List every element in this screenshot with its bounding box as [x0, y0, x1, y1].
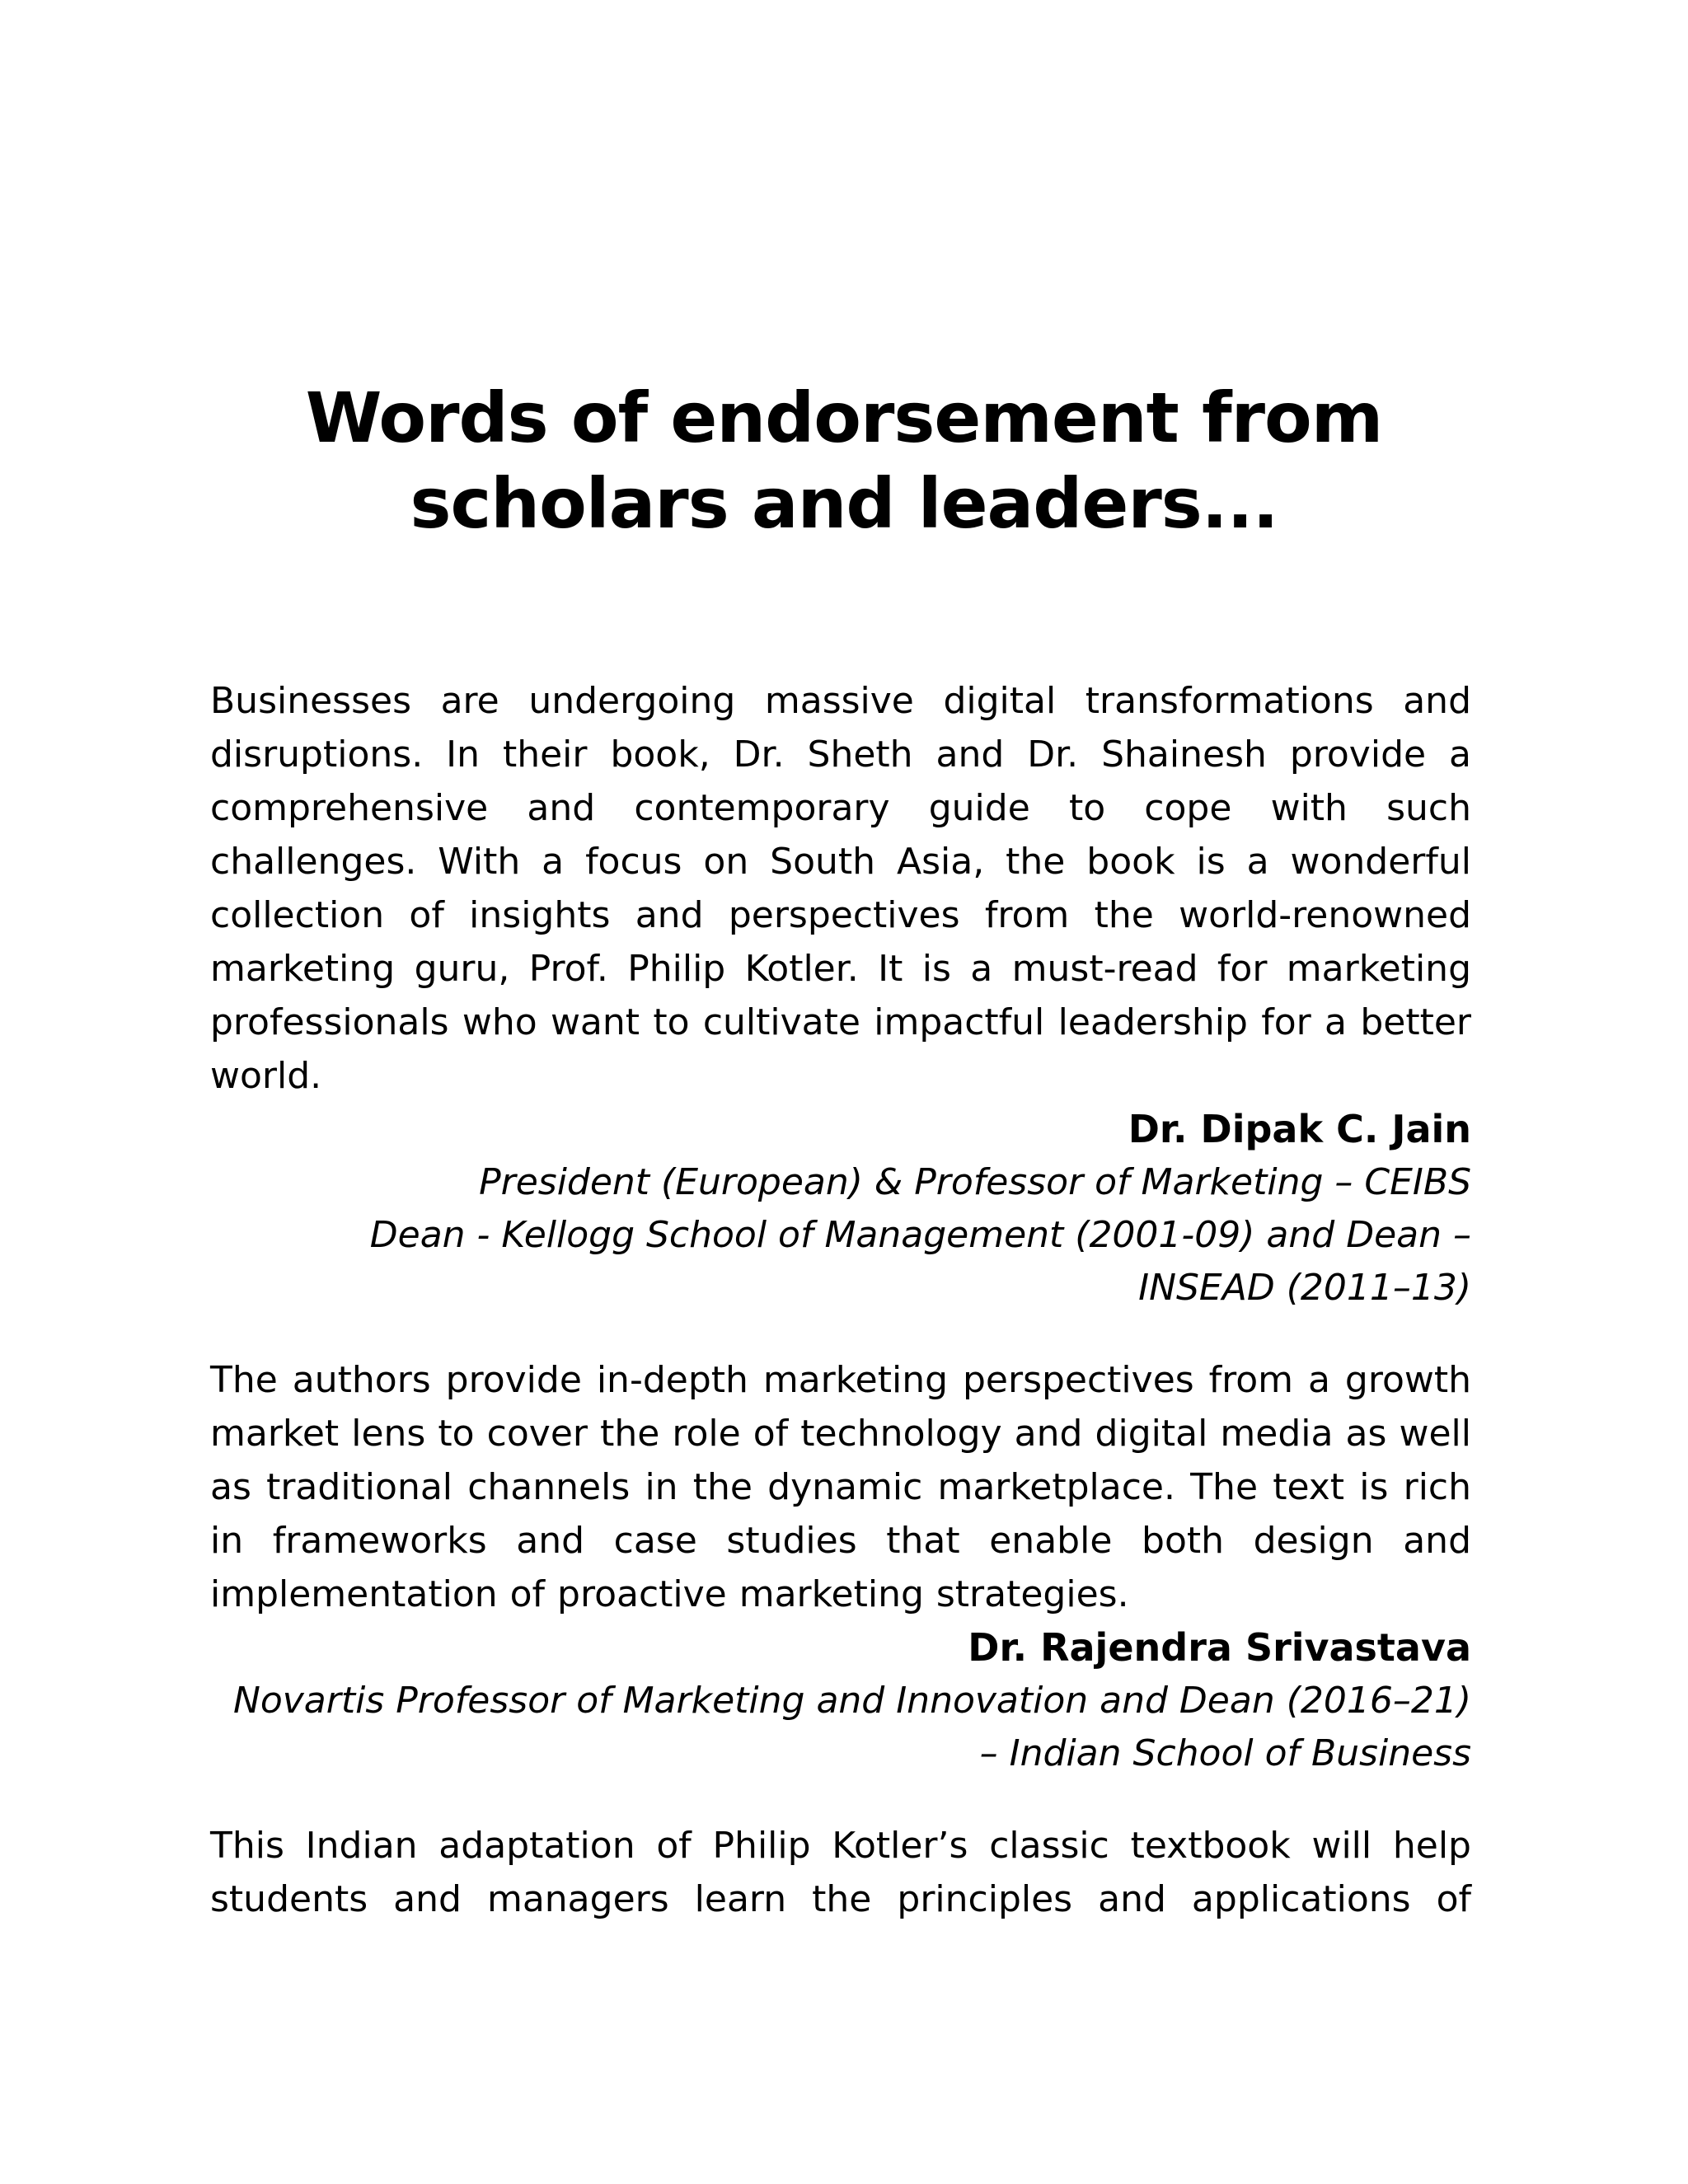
endorsement-attribution	[210, 1621, 1471, 1780]
title-line-1: Words of endorsement from	[305, 377, 1383, 458]
endorsement-2	[210, 1353, 1471, 1780]
endorsements-body	[210, 674, 1471, 1926]
endorser-role-line: – Indian School of Business	[979, 1732, 1471, 1774]
endorsement-text: The authors provide in-depth marketing perspectives from a growth market lens to cover the role of technology and digital media as well as traditional channels in the dynamic marketplace. The text is rich in frameworks and case studies that enable both design and implementation of proactive marketing strategies.	[210, 1359, 1471, 1615]
endorser-role-line: INSEAD (2011–13)	[1138, 1267, 1471, 1309]
endorser-role-line: President (European) & Professor of Marketing – CEIBS	[479, 1161, 1471, 1203]
spacer	[210, 1315, 1471, 1353]
endorser-name: Dr. Dipak C. Jain	[1128, 1107, 1471, 1151]
page-title	[0, 375, 1688, 546]
endorser-role-line: Dean - Kellogg School of Management (2001-09) and Dean –	[369, 1214, 1471, 1256]
spacer	[210, 1780, 1471, 1819]
title-line-2: scholars and leaders...	[410, 463, 1278, 544]
endorser-name: Dr. Rajendra Srivastava	[968, 1625, 1471, 1670]
endorsement-text: This Indian adaptation of Philip Kotler’s classic textbook will help students and managers learn the principles and applications of	[210, 1825, 1471, 1920]
endorsement-3	[210, 1819, 1471, 1926]
endorsement-1	[210, 674, 1471, 1315]
endorsement-text: Businesses are undergoing massive digital transformations and disruptions. In their book, Dr. Sheth and Dr. Shainesh provide a comprehensive and contemporary guide to cope with such challenges. With a focus on South Asia, the book is a wonderful collection of insights and perspectives from the world-renowned marketing guru, Prof. Philip Kotler. It is a must-read for marketing professionals who want to cultivate impactful leadership for a better world.	[210, 680, 1471, 1097]
endorsement-attribution	[210, 1103, 1471, 1315]
endorser-role-line: Novartis Professor of Marketing and Innovation and Dean (2016–21)	[232, 1680, 1471, 1722]
